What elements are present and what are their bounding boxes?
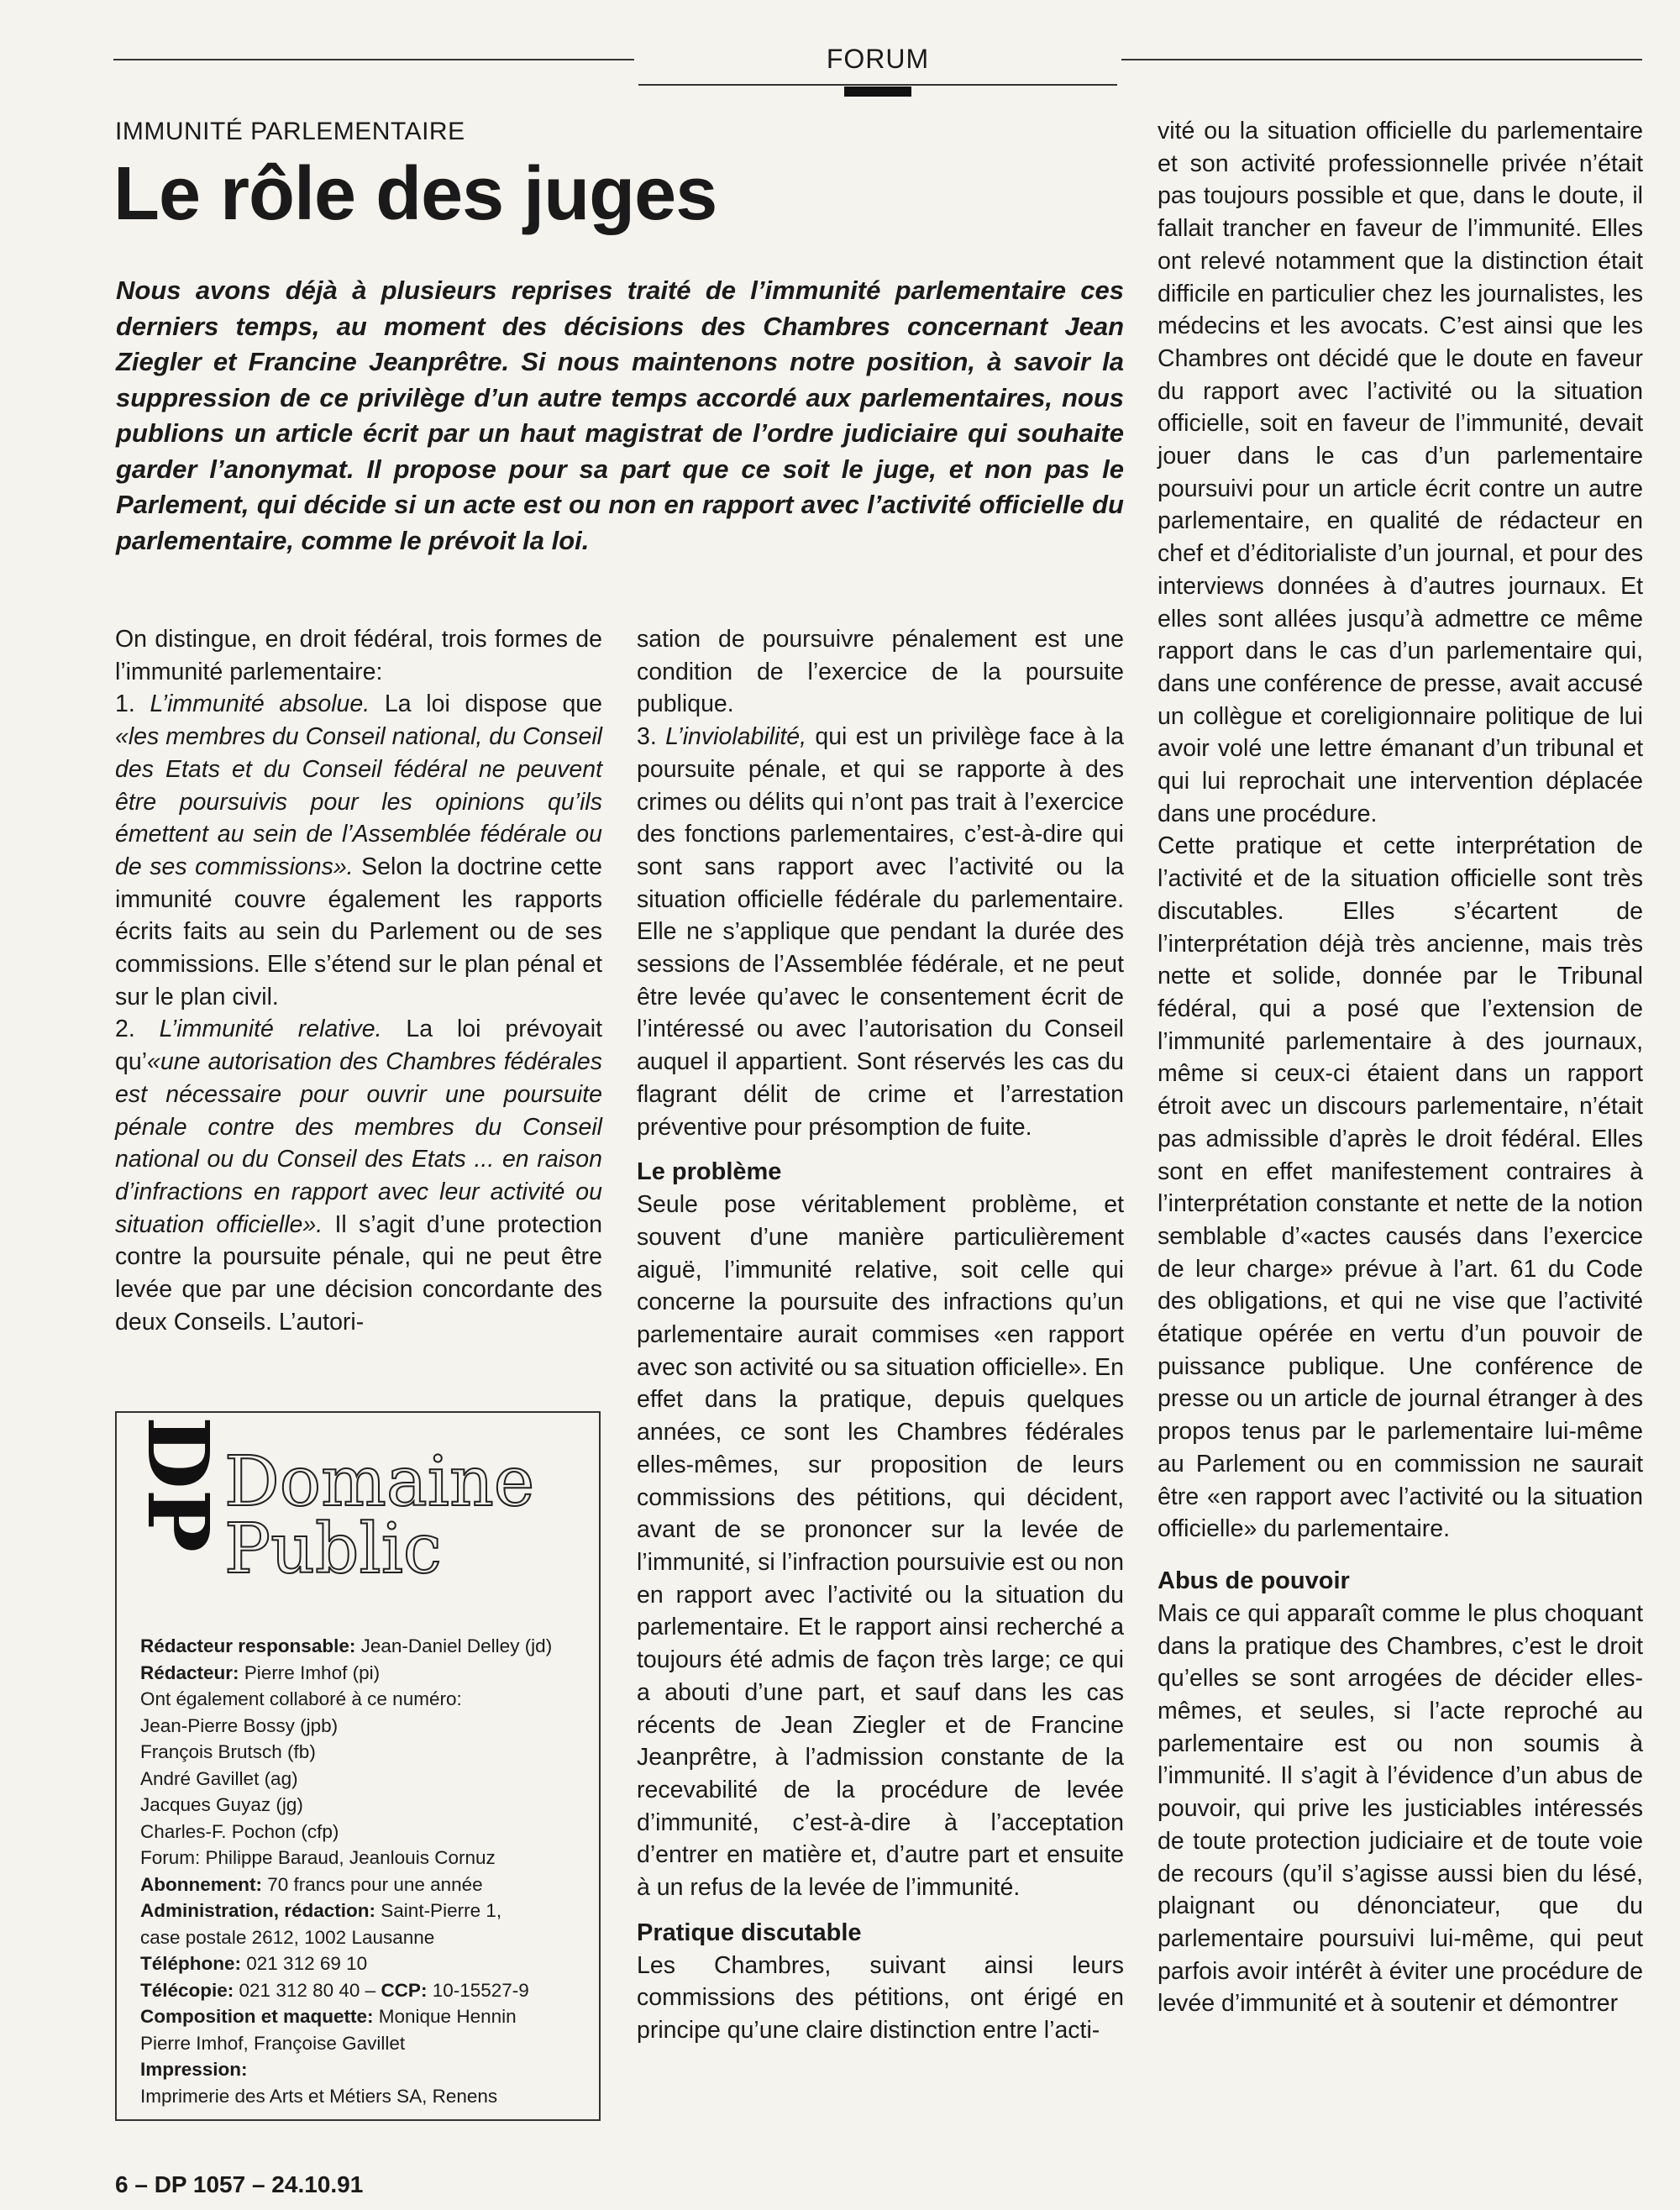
header-rule-left	[113, 59, 634, 60]
credit-line	[140, 1898, 594, 1924]
credit-line	[140, 1739, 594, 1766]
credit-text: Jean-Pierre Bossy (jpb)	[140, 1714, 339, 1736]
text: Selon la doctrine cette immunité couvre également les rapports écrits faits au sein du Parlement ou de ses commissions. Elle s’étend sur le plan pénal et sur le plan civil.	[115, 853, 602, 1011]
credit-label: Rédacteur:	[140, 1661, 239, 1683]
list-number: 3.	[637, 723, 666, 751]
credit-line	[140, 1633, 594, 1660]
credit-line	[140, 2083, 594, 2110]
credit-text: Charles-F. Pochon (cfp)	[140, 1820, 339, 1842]
credit-text: 021 312 69 10	[241, 1953, 368, 1974]
paragraph	[115, 688, 602, 1013]
column-3	[1158, 115, 1643, 2020]
paragraph	[115, 1013, 602, 1338]
credit-line	[140, 2030, 594, 2057]
logo-line-2: Public	[224, 1509, 442, 1589]
term: L’immunité relative.	[159, 1016, 382, 1043]
text: Il s’agit d’une protection contre la poursuite pénale, qui ne peut être levée que par une décision concordante des deux Conseils. L’autori-	[115, 1210, 602, 1336]
paragraph: Seule pose véritablement problème, et souvent d’une manière particulièrement aiguë, l’immunité relative, soit celle qui concerne la poursuite des infractions qu’un parlementaire aurait commises «en rapport avec son activité ou sa situation officielle». En effet dans la pratique, depuis quelques années, ce sont les Chambres fédérales elles-mêmes, sur proposition de leurs commissions des pétitions, qui décident, avant de se prononcer sur la levée de l’immunité, si l’infraction poursuivie est ou non en rapport avec l’activité ou la situation du parlementaire. Et le rapport ainsi recherché a toujours été admis de façon très large; ce qui a abouti d’une part, et sauf dans les cas récents de Jean Ziegler et de Francine Jeanprêtre, à l’admission constante de la recevabilité de la procédure de levée d’immunité, c’est-à-dire à l’acceptation d’entrer en matière et, d’autre part et ensuite à un refus de la levée de l’immunité.	[637, 1191, 1124, 1902]
credit-text: Pierre Imhof (pi)	[239, 1661, 381, 1683]
credit-text: Monique Hennin	[373, 2006, 517, 2027]
header-rule-right	[1121, 59, 1642, 60]
text: qui est un privilège face à la poursuite pénale, et qui se rapporte à des crimes ou délits qui n’ont pas trait à l’exercice des fonctions parlementaires, c’est-à-dire qui sont sans rapport avec l’activité ou la situation officielle fédérale du parlementaire. Elle ne s’applique que pendant la durée des sessions de l’Assemblée fédérale, et ne peut être levée qu’avec le consentement écrit de l’intéressé ou avec l’autorisation du Conseil auquel il appartient. Sont réservés les cas du flagrant délit de crime et l’arrestation préventive pour présomption de fuite.	[637, 723, 1125, 1141]
credit-text: 10-15527-9	[427, 1979, 529, 2001]
paragraph: Mais ce qui apparaît comme le plus choquant dans la pratique des Chambres, c’est le droit qu’elles se sont arrogées de décider elles-mêmes, et seules, si l’acte reproché au parlementaire est ou non soumis à l’immunité. Il s’agit à l’évidence d’un abus de pouvoir, qui prive les justiciables intéressés de toute protection judiciaire et de toute voie de recours (qu’il s’agisse aussi bien du lésé, plaignant ou dénonciateur, que du parlementaire poursuivi lui-même, qui peut parfois avoir intérêt à éviter une procédure de levée d’immunité et à soutenir et démontrer	[1158, 1599, 1643, 2018]
subheading: Le problème	[637, 1158, 782, 1186]
credit-label: Abonnement:	[140, 1873, 262, 1895]
domaine-public-logo	[224, 1442, 585, 1589]
credit-text: Jacques Guyaz (jg)	[140, 1794, 303, 1815]
credit-line	[140, 2003, 594, 2030]
rubric-bar	[844, 87, 911, 97]
article-lead: Nous avons déjà à plusieurs reprises traité de l’immunité parlementaire ces derniers temps, au moment des décisions des Chambres concernant Jean Ziegler et Francine Jeanprêtre. Si nous maintenons notre position, à savoir la suppression de ce privilège d’un autre temps accordé aux parlementaires, nous publions un article écrit par un haut magistrat de l’ordre judiciaire qui souhaite garder l’anonymat. Il propose pour sa part que ce soit le juge, et non pas le Parlement, qui décide si un acte est ou non en rapport avec l’activité officielle du parlementaire, comme le prévoit la loi.	[116, 276, 1124, 555]
credit-line	[140, 1766, 594, 1793]
credit-text: 021 312 80 40 –	[234, 1979, 381, 2001]
credit-line	[140, 1819, 594, 1845]
credit-line	[140, 1713, 594, 1740]
column-1	[115, 623, 602, 1338]
credit-line	[140, 1686, 594, 1713]
credit-text: Saint-Pierre 1,	[375, 1900, 502, 1921]
text: La loi prévoyait qu’	[115, 1016, 602, 1076]
article-kicker: IMMUNITÉ PARLEMENTAIRE	[115, 118, 465, 145]
credit-label: Rédacteur responsable:	[140, 1635, 356, 1656]
credit-text: Imprimerie des Arts et Métiers SA, Renens	[140, 2085, 498, 2107]
list-number: 1.	[115, 690, 150, 718]
paragraph: On distingue, en droit fédéral, trois formes de l’immunité parlementaire:	[115, 626, 602, 685]
credit-text: André Gavillet (ag)	[140, 1767, 298, 1789]
quote: «les membres du Conseil national, du Conseil des Etats et du Conseil fédéral ne peuvent être poursuivis pour les opinions qu’ils émettent au sein de l’Assemblée fédérale ou de ses commissions».	[115, 723, 602, 880]
credit-line	[140, 1924, 594, 1951]
quote: «une autorisation des Chambres fédérales est nécessaire pour ouvrir une poursuite pénale contre des membres du Conseil national ou du Conseil des Etats ... en raison d’infractions en rapport avec leur activité ou situation officielle».	[115, 1048, 602, 1238]
header-rule-center	[638, 84, 1117, 86]
term: L’immunité absolue.	[150, 690, 370, 718]
column-2	[637, 623, 1124, 2047]
list-number: 2.	[115, 1016, 160, 1043]
credit-text: Jean-Daniel Delley (jd)	[355, 1635, 553, 1656]
masthead-box	[115, 1411, 601, 2121]
credit-text: Pierre Imhof, Françoise Gavillet	[140, 2032, 406, 2054]
credit-label: Téléphone:	[140, 1953, 242, 1974]
term: L’inviolabilité,	[665, 723, 807, 751]
text: La loi dispose que	[370, 690, 602, 718]
paragraph: Les Chambres, suivant ainsi leurs commissions des pétitions, ont érigé en principe qu’une claire distinction entre l’acti-	[637, 1951, 1124, 2045]
credit-line	[140, 1950, 594, 1977]
paragraph: vité ou la situation officielle du parlementaire et son activité professionnelle privée n’était pas toujours possible et que, dans le doute, il fallait trancher en faveur de l’immunité. Elles ont relevé notamment que la distinction était difficile en particulier chez les journalistes, les médecins et les avocats. C’est ainsi que les Chambres ont décidé que le doute en faveur du rapport avec l’activité ou la situation officielle, soit en faveur de l’immunité, devait jouer dans le cas d’un parlementaire poursuivi pour un article écrit contre un autre parlementaire, en qualité de rédacteur en chef et d’éditorialiste d’un journal, et pour des interviews données à d’autres journaux. Et elles sont allées jusqu’à admettre ce même rapport dans le cas d’un parlementaire qui, dans une conférence de presse, avait accusé un collègue et coreligionnaire politique de lui avoir volé une lettre émanant d’un tribunal et qui lui reprochait une intervention déplacée dans une procédure.	[1158, 118, 1643, 827]
credit-label: Télécopie:	[140, 1979, 234, 2001]
dp-logo-mark	[129, 1416, 228, 1598]
paragraph	[637, 721, 1124, 1143]
section-rubric: FORUM	[826, 44, 930, 74]
credit-label: Composition et maquette:	[140, 2006, 374, 2027]
credit-text: 70 francs pour une année	[262, 1873, 483, 1895]
subheading: Abus de pouvoir	[1158, 1567, 1350, 1594]
credit-label: Impression:	[140, 2059, 248, 2080]
credit-line	[140, 1845, 594, 1871]
subheading: Pratique discutable	[637, 1919, 862, 1946]
credit-line	[140, 1660, 594, 1687]
credit-label: CCP:	[381, 1979, 428, 2001]
paragraph: sation de poursuivre pénalement est une condition de l’exercice de la poursuite publique.	[637, 626, 1124, 718]
paragraph: Cette pratique et cette interprétation de l’activité et de la situation officielle sont très discutables. Elles s’écartent de l’interprétation déjà très ancienne, mais très nette et solide, donnée par le Tribunal fédéral, qui a posé que l’extension de l’immunité parlementaire à des journaux, même si ceux-ci étaient dans un rapport étroit avec un discours parlementaire, n’était pas admissible d’après le droit fédéral. Elles sont en effet manifestement contraires à l’interprétation constante et nette de la notion semblable d’«actes causés dans l’exercice de leur charge» prévue à l’art. 61 du Code des obligations, et qui ne vise que l’activité étatique opérée en vertu d’un pouvoir de puissance publique. Une conférence de presse ou un article de journal étranger à des propos tenus par le parlementaire lui-même au Parlement ou en commission ne saurait être «en rapport avec l’activité ou la situation officielle» du parlementaire.	[1158, 832, 1643, 1543]
credit-line	[140, 1792, 594, 1819]
logo-line-1: Domaine	[224, 1442, 535, 1522]
dp-mark-text: DP	[129, 1416, 228, 1552]
credit-text: Forum: Philippe Baraud, Jeanlouis Cornuz	[140, 1847, 496, 1868]
credit-line	[140, 1871, 594, 1898]
credit-label: Administration, rédaction:	[140, 1900, 376, 1921]
credits-list	[140, 1633, 594, 2109]
credit-line	[140, 1977, 594, 2004]
credit-text: case postale 2612, 1002 Lausanne	[140, 1926, 435, 1948]
credit-text: François Brutsch (fb)	[140, 1741, 316, 1762]
credit-line	[140, 2056, 594, 2083]
credit-text: Ont également collaboré à ce numéro:	[140, 1688, 462, 1709]
article-headline: Le rôle des juges	[113, 152, 717, 236]
page-footer: 6 – DP 1057 – 24.10.91	[115, 2171, 364, 2197]
